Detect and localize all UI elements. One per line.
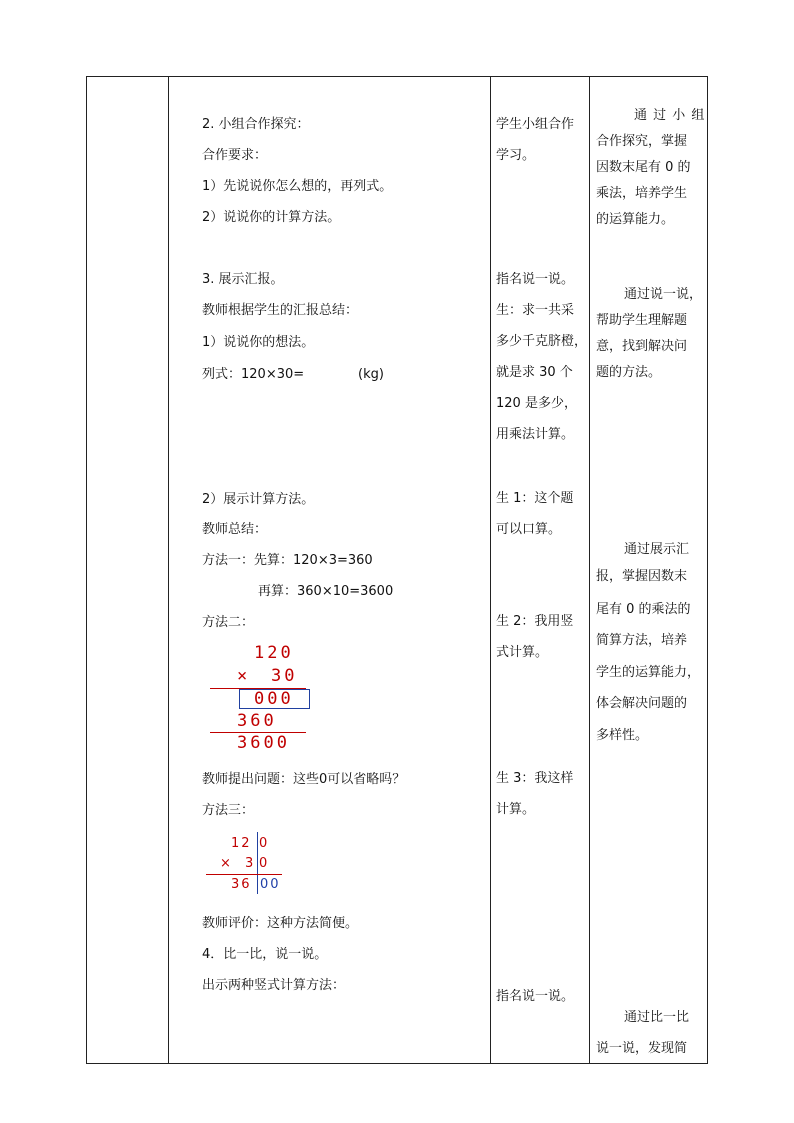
intent-c-line-7: 多样性。 xyxy=(596,728,649,743)
multiplicand-zero: 0 xyxy=(259,836,268,851)
point-2: 2）展示计算方法。 xyxy=(202,492,315,507)
requirement-1: 1）先说说你怎么想的，再列式。 xyxy=(202,179,393,194)
intent-a-line-5: 的运算能力。 xyxy=(596,212,675,227)
activity-c-line-2: 可以口算。 xyxy=(496,522,562,537)
activity-b-line-4: 就是求 30 个 xyxy=(496,365,573,380)
show-methods: 出示两种竖式计算方法： xyxy=(202,978,346,993)
activity-a-line-2: 学习。 xyxy=(496,148,536,163)
intent-c-line-5: 学生的运算能力， xyxy=(596,665,701,680)
activity-d-line-1: 生 2：我用竖 xyxy=(496,614,574,629)
activity-b-line-3: 多少千克脐橙， xyxy=(496,334,588,349)
unit-kg: (kg) xyxy=(358,367,384,382)
intent-c-line-1: 通过展示汇 xyxy=(624,542,690,557)
activity-b-line-6: 用乘法计算。 xyxy=(496,427,575,442)
intent-c-line-4: 简算方法，培养 xyxy=(596,633,688,648)
column-divider-3 xyxy=(589,77,590,1063)
section-2-title: 2. 小组合作探究： xyxy=(202,117,310,132)
activity-b-line-5: 120 是多少， xyxy=(496,396,577,411)
intent-c-line-6: 体会解决问题的 xyxy=(596,696,688,711)
column-divider-2 xyxy=(490,77,491,1063)
requirement-2: 2）说说你的计算方法。 xyxy=(202,210,341,225)
intent-b-line-1: 通过说一说， xyxy=(624,287,703,302)
intent-a-line-2: 合作探究，掌握 xyxy=(596,134,688,149)
multiplicand-digits: 12 xyxy=(231,836,252,851)
product-zeros: 00 xyxy=(260,877,281,892)
activity-a-line-1: 学生小组合作 xyxy=(496,117,575,132)
method-1-step-1: 方法一：先算：120×3=360 xyxy=(202,553,373,568)
teacher-summary-intro: 教师根据学生的汇报总结： xyxy=(202,303,359,318)
section-3-title: 3. 展示汇报。 xyxy=(202,272,284,287)
times-sign: × xyxy=(237,666,251,686)
times-sign-2: × xyxy=(220,856,231,871)
column-divider-1 xyxy=(168,77,169,1063)
method-2-label: 方法二： xyxy=(202,615,255,630)
activity-b-line-1: 指名说一说。 xyxy=(496,272,575,287)
intent-c-line-2: 报，掌握因数末 xyxy=(596,569,688,584)
zero-divider-line xyxy=(257,832,258,894)
activity-b-line-2: 生：求一共采 xyxy=(496,303,575,318)
final-product: 3600 xyxy=(237,733,290,753)
cooperation-requirements: 合作要求： xyxy=(202,148,268,163)
intent-b-line-3: 意，找到解决问 xyxy=(596,339,688,354)
point-1: 1）说说你的想法。 xyxy=(202,335,315,350)
intent-a-line-3: 因数末尾有 0 的 xyxy=(596,160,691,175)
intent-c-line-3: 尾有 0 的乘法的 xyxy=(596,602,691,617)
activity-e-line-1: 生 3：我这样 xyxy=(496,771,574,786)
intent-a-line-4: 乘法，培养学生 xyxy=(596,186,688,201)
method-3-label: 方法三： xyxy=(202,803,255,818)
teacher-summary: 教师总结： xyxy=(202,522,268,537)
intent-b-line-2: 帮助学生理解题 xyxy=(596,313,688,328)
intent-b-line-4: 题的方法。 xyxy=(596,365,662,380)
partial-product-zeros: 000 xyxy=(254,689,294,709)
activity-e-line-2: 计算。 xyxy=(496,802,536,817)
equation: 列式：120×30= xyxy=(202,367,305,382)
activity-f-line-1: 指名说一说。 xyxy=(496,989,575,1004)
method-1-step-2: 再算：360×10=3600 xyxy=(258,584,394,599)
partial-product: 360 xyxy=(237,711,277,731)
intent-d-line-1: 通过比一比 xyxy=(624,1010,690,1025)
product-digits: 36 xyxy=(231,877,252,892)
teacher-question: 教师提出问题：这些0可以省略吗？ xyxy=(202,772,406,787)
activity-c-line-1: 生 1：这个题 xyxy=(496,491,574,506)
multiplier: 30 xyxy=(271,666,298,686)
multiplier-digit: 3 xyxy=(245,856,254,871)
section-4-title: 4．比一比，说一说。 xyxy=(202,947,328,962)
multiplicand: 120 xyxy=(254,643,294,663)
calc-line-3 xyxy=(206,874,282,875)
activity-d-line-2: 式计算。 xyxy=(496,645,549,660)
intent-d-line-2: 说一说，发现简 xyxy=(596,1041,688,1056)
teacher-evaluation: 教师评价：这种方法简便。 xyxy=(202,916,359,931)
intent-a-line-1: 通 过 小 组 xyxy=(634,108,706,123)
multiplier-zero: 0 xyxy=(259,856,268,871)
